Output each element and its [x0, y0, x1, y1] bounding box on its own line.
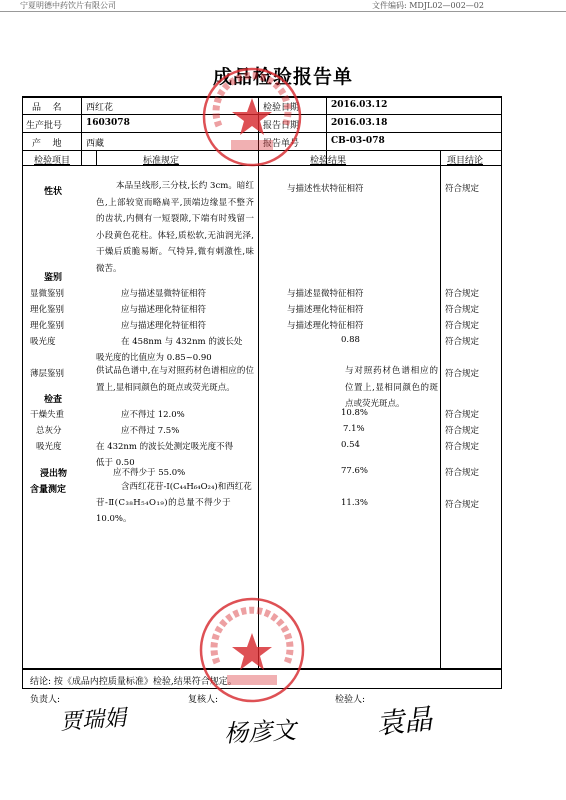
col-header-conclusion: 项目结论 [447, 156, 484, 166]
conclusion-cell: 符合规定 [445, 289, 480, 299]
conclusion-cell: 符合规定 [445, 500, 480, 510]
name-label: 品 名 [32, 103, 62, 113]
result-cell: 0.88 [341, 335, 360, 345]
quality-inspection-stamp [197, 595, 307, 705]
inspector-signature: 袁晶 [374, 702, 434, 741]
result-cell: 与对照药材色谱相应的位置上,显相同颜色的斑点或荧光斑点。 [345, 366, 438, 409]
batch-label: 生产批号 [26, 121, 63, 131]
conclusion-cell: 符合规定 [445, 321, 480, 331]
standard-cell-cont: 苷-Ⅱ(C₃₈H₅₄O₁₉)的总量不得少于 [96, 498, 232, 508]
standard-cell: 本品呈线形,三分枝,长约 3cm。暗红色,上部较宽而略扁平,顶端边缘显不整齐的齿状,内侧有一短裂隙,下端有时残留一小段黄色花柱。体轻,质松软,无油润光泽,干燥后质脆易断。气特异,微有刺激性,味微苦。 [96, 181, 254, 274]
standard-cell: 应不得过 12.0% [121, 410, 185, 420]
item-cell: 性状 [44, 187, 63, 197]
col-divider [258, 96, 259, 668]
document-number: 文件编码: MDJL02—002—02 [372, 1, 484, 10]
result-cell: 与描述理化特征相符 [287, 321, 364, 331]
item-cell: 总灰分 [36, 426, 62, 436]
conclusion-cell: 符合规定 [445, 442, 480, 452]
standard-cell: 应不得少于 55.0% [113, 468, 186, 478]
result-cell: 10.8% [341, 408, 369, 418]
standard-cell-cont: 低于 0.50 [96, 458, 135, 468]
origin-label: 产 地 [32, 139, 62, 149]
report-no-value: CB-03-078 [331, 136, 385, 146]
section-heading-identification: 鉴别 [44, 273, 63, 283]
item-cell: 薄层鉴别 [30, 369, 65, 379]
company-header: 宁夏明德中药饮片有限公司 [20, 1, 116, 10]
conclusion-cell: 符合规定 [445, 184, 480, 194]
item-cell: 浸出物 [40, 469, 68, 479]
col-header-standard: 标准规定 [143, 156, 180, 166]
item-cell: 理化鉴别 [30, 321, 65, 331]
conclusion-cell: 符合规定 [445, 337, 480, 347]
result-cell: 11.3% [341, 498, 369, 508]
section-heading-inspection: 检查 [44, 395, 63, 405]
col-divider [81, 96, 82, 165]
header-divider [0, 11, 566, 12]
item-cell: 显微鉴别 [30, 289, 65, 299]
result-cell: 77.6% [341, 466, 369, 476]
conclusion-statement: 结论: 按《成品内控质量标准》检验,结果符合规定。 [30, 677, 237, 687]
name-value: 西红花 [86, 103, 114, 113]
report-no-label: 报告单号 [263, 139, 300, 149]
report-date-value: 2016.03.18 [331, 118, 388, 128]
origin-value: 西藏 [86, 139, 105, 149]
item-cell: 理化鉴别 [30, 305, 65, 315]
col-divider [440, 150, 441, 668]
col-divider [96, 150, 97, 165]
standard-cell: 应与描述显微特征相符 [121, 289, 207, 299]
result-cell: 与描述理化特征相符 [287, 305, 364, 315]
responsible-signature: 贾瑞娟 [59, 705, 127, 736]
conclusion-cell: 符合规定 [445, 468, 480, 478]
result-cell: 7.1% [343, 424, 365, 434]
item-cell: 吸光度 [36, 442, 62, 452]
table-left-border [22, 96, 23, 688]
standard-cell-cont: 10.0%。 [96, 514, 132, 524]
batch-value: 1603078 [86, 118, 130, 128]
conclusion-cell: 符合规定 [445, 410, 480, 420]
responsible-label: 负责人: [30, 695, 61, 705]
table-right-border [501, 96, 502, 688]
standard-cell: 应与描述理化特征相符 [121, 321, 207, 331]
conclusion-cell: 符合规定 [445, 426, 480, 436]
reviewer-signature: 杨彦文 [223, 716, 297, 748]
result-cell: 与描述性状特征相符 [287, 184, 364, 194]
standard-cell: 应不得过 7.5% [121, 426, 180, 436]
item-cell: 含量测定 [30, 485, 67, 495]
report-date-label: 报告日期 [263, 121, 300, 131]
item-cell: 干燥失重 [30, 410, 65, 420]
reviewer-label: 复核人: [188, 695, 219, 705]
standard-cell: 含西红花苷-Ⅰ(C₄₄H₆₄O₂₄)和西红花 [121, 482, 252, 492]
standard-cell: 在 458nm 与 432nm 的波长处 [121, 337, 243, 347]
result-cell: 0.54 [341, 440, 360, 450]
standard-cell: 在 432nm 的波长处测定吸光度不得 [96, 442, 234, 452]
standard-cell: 应与描述理化特征相符 [121, 305, 207, 315]
conclusion-cell: 符合规定 [445, 369, 480, 379]
item-cell: 吸光度 [30, 337, 56, 347]
inspector-label: 检验人: [335, 695, 366, 705]
conclusion-cell: 符合规定 [445, 305, 480, 315]
col-header-item: 检验项目 [34, 156, 71, 166]
quality-department-stamp [201, 66, 303, 168]
standard-cell: 供试品色谱中,在与对照药材色谱相应的位置上,显相同颜色的斑点或荧光斑点。 [96, 366, 254, 393]
standard-cell-cont: 吸光度的比值应为 0.85~0.90 [96, 353, 212, 363]
check-date-value: 2016.03.12 [331, 100, 388, 110]
check-date-label: 检验日期 [263, 103, 300, 113]
col-header-result: 检验结果 [310, 156, 347, 166]
page-title: 成品检验报告单 [212, 66, 353, 88]
result-cell: 与描述显微特征相符 [287, 289, 364, 299]
